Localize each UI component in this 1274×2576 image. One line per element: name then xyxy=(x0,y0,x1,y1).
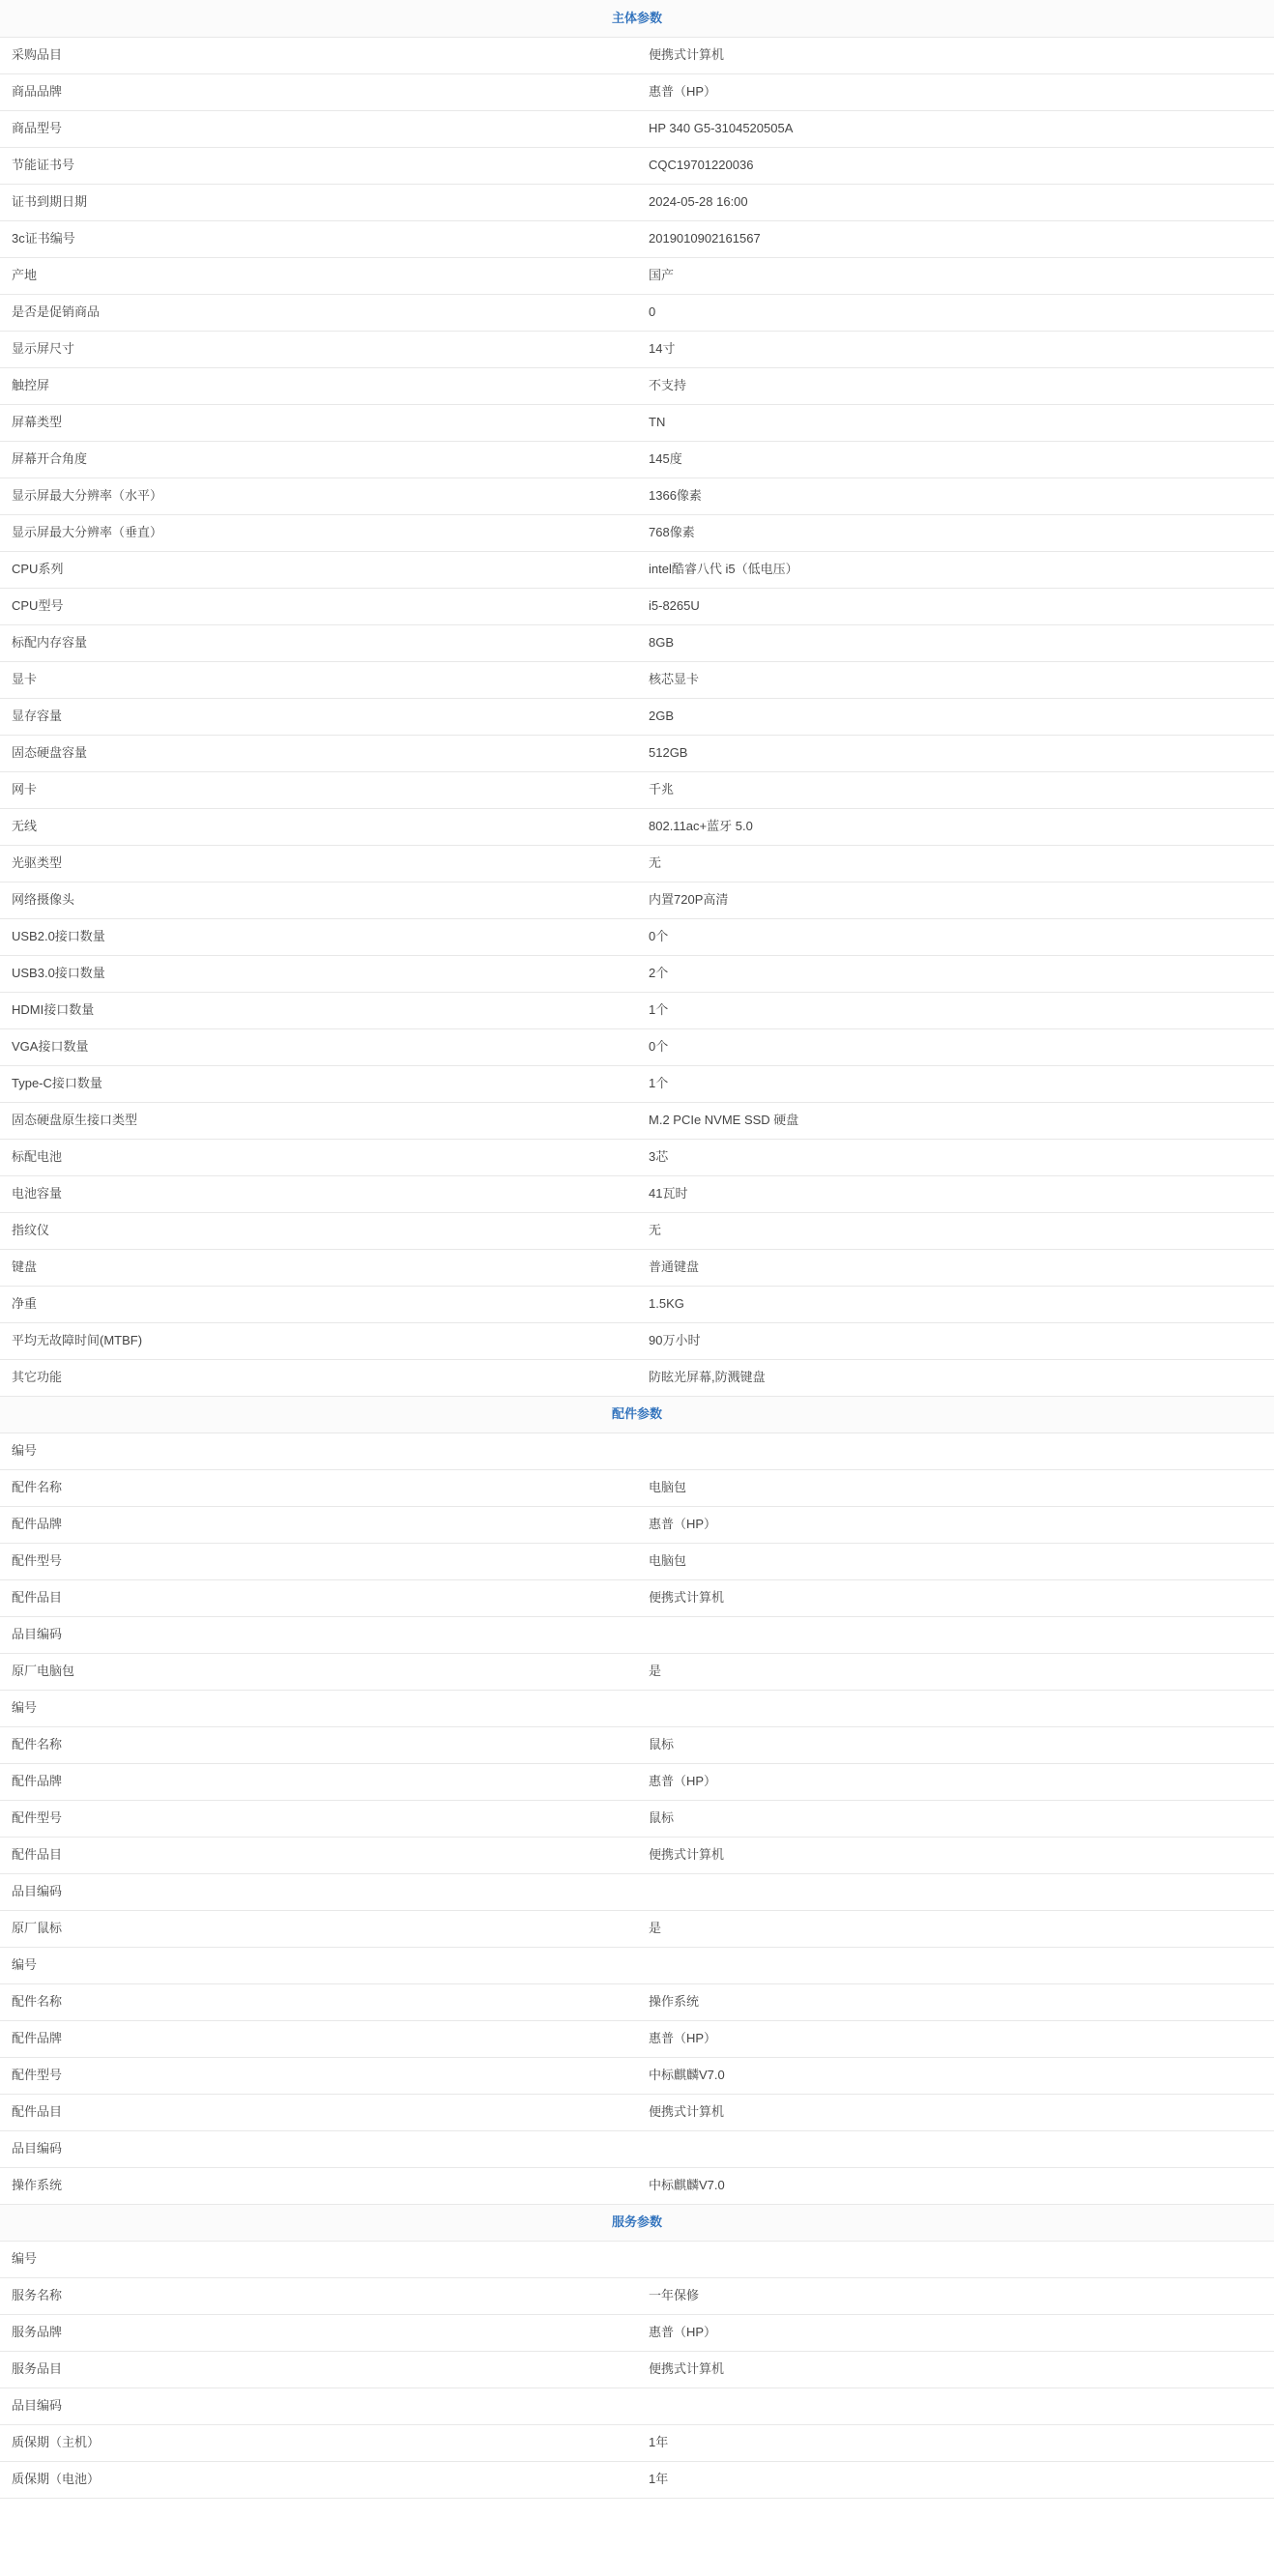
spec-label: 配件名称 xyxy=(0,1983,637,2020)
table-row xyxy=(0,73,1274,110)
spec-label: 服务品牌 xyxy=(0,2314,637,2351)
section-header-accessory-params xyxy=(0,1396,1274,1433)
table-row xyxy=(0,441,1274,478)
table-row xyxy=(0,110,1274,147)
spec-label: 显示屏最大分辨率（垂直） xyxy=(0,514,637,551)
table-row xyxy=(0,2277,1274,2314)
spec-value: 惠普（HP） xyxy=(637,2020,1274,2057)
spec-value: 防眩光屏幕,防溅键盘 xyxy=(637,1359,1274,1396)
spec-label: 服务品目 xyxy=(0,2351,637,2388)
spec-value: 1个 xyxy=(637,992,1274,1028)
spec-label: 编号 xyxy=(0,1690,637,1726)
spec-label: USB2.0接口数量 xyxy=(0,918,637,955)
spec-label: 触控屏 xyxy=(0,367,637,404)
table-row xyxy=(0,331,1274,367)
table-row xyxy=(0,1800,1274,1837)
table-row xyxy=(0,2314,1274,2351)
table-row xyxy=(0,1175,1274,1212)
table-row xyxy=(0,2461,1274,2498)
spec-label: 网卡 xyxy=(0,771,637,808)
spec-value: 中标麒麟V7.0 xyxy=(637,2167,1274,2204)
spec-label: Type-C接口数量 xyxy=(0,1065,637,1102)
spec-label: 平均无故障时间(MTBF) xyxy=(0,1322,637,1359)
spec-label: 采购品目 xyxy=(0,37,637,73)
spec-label: USB3.0接口数量 xyxy=(0,955,637,992)
spec-value: 768像素 xyxy=(637,514,1274,551)
spec-label: 配件品牌 xyxy=(0,1506,637,1543)
spec-label: 电池容量 xyxy=(0,1175,637,1212)
spec-value: 电脑包 xyxy=(637,1543,1274,1579)
spec-label: 服务名称 xyxy=(0,2277,637,2314)
table-row xyxy=(0,918,1274,955)
spec-value: 14寸 xyxy=(637,331,1274,367)
spec-label: 固态硬盘容量 xyxy=(0,735,637,771)
spec-value: 无 xyxy=(637,845,1274,882)
table-row xyxy=(0,882,1274,918)
table-row xyxy=(0,367,1274,404)
spec-label: 显存容量 xyxy=(0,698,637,735)
table-row xyxy=(0,735,1274,771)
spec-value xyxy=(637,1433,1274,1469)
spec-label: 光驱类型 xyxy=(0,845,637,882)
spec-value: 0 xyxy=(637,294,1274,331)
spec-label: 配件型号 xyxy=(0,1543,637,1579)
spec-label: 屏幕开合角度 xyxy=(0,441,637,478)
spec-value: 便携式计算机 xyxy=(637,1579,1274,1616)
spec-label: 键盘 xyxy=(0,1249,637,1286)
table-row xyxy=(0,404,1274,441)
table-row xyxy=(0,294,1274,331)
table-row xyxy=(0,2167,1274,2204)
spec-label: 指纹仪 xyxy=(0,1212,637,1249)
table-row xyxy=(0,1763,1274,1800)
spec-label: 显示屏最大分辨率（水平） xyxy=(0,478,637,514)
table-row xyxy=(0,661,1274,698)
table-row xyxy=(0,1065,1274,1102)
section-header-service-params xyxy=(0,2204,1274,2241)
table-row xyxy=(0,1579,1274,1616)
spec-label: 显卡 xyxy=(0,661,637,698)
table-row xyxy=(0,1249,1274,1286)
spec-label: 配件品目 xyxy=(0,1837,637,1873)
spec-label: 网络摄像头 xyxy=(0,882,637,918)
spec-value: 是 xyxy=(637,1910,1274,1947)
table-row xyxy=(0,624,1274,661)
table-row xyxy=(0,2020,1274,2057)
spec-value: 1年 xyxy=(637,2424,1274,2461)
table-row xyxy=(0,2351,1274,2388)
spec-value: 便携式计算机 xyxy=(637,37,1274,73)
table-row xyxy=(0,2130,1274,2167)
table-row xyxy=(0,147,1274,184)
spec-label: CPU型号 xyxy=(0,588,637,624)
spec-label: 显示屏尺寸 xyxy=(0,331,637,367)
table-row xyxy=(0,1543,1274,1579)
spec-label: 证书到期日期 xyxy=(0,184,637,220)
table-row xyxy=(0,1726,1274,1763)
table-row xyxy=(0,1469,1274,1506)
spec-value: 便携式计算机 xyxy=(637,2351,1274,2388)
spec-label: 原厂电脑包 xyxy=(0,1653,637,1690)
spec-label: 其它功能 xyxy=(0,1359,637,1396)
spec-value: 0个 xyxy=(637,918,1274,955)
spec-label: VGA接口数量 xyxy=(0,1028,637,1065)
spec-value: 2024-05-28 16:00 xyxy=(637,184,1274,220)
spec-value xyxy=(637,2241,1274,2277)
table-row xyxy=(0,1102,1274,1139)
table-row xyxy=(0,1506,1274,1543)
spec-value: 802.11ac+蓝牙 5.0 xyxy=(637,808,1274,845)
spec-value: 鼠标 xyxy=(637,1726,1274,1763)
spec-value: 内置720P高清 xyxy=(637,882,1274,918)
spec-label: 编号 xyxy=(0,1433,637,1469)
spec-label: 标配电池 xyxy=(0,1139,637,1175)
table-row xyxy=(0,1139,1274,1175)
spec-label: 配件名称 xyxy=(0,1469,637,1506)
table-row xyxy=(0,220,1274,257)
spec-label: 质保期（主机） xyxy=(0,2424,637,2461)
spec-value: 中标麒麟V7.0 xyxy=(637,2057,1274,2094)
spec-label: 屏幕类型 xyxy=(0,404,637,441)
table-row xyxy=(0,1433,1274,1469)
spec-value: 是 xyxy=(637,1653,1274,1690)
spec-label: 固态硬盘原生接口类型 xyxy=(0,1102,637,1139)
spec-value: 90万小时 xyxy=(637,1322,1274,1359)
spec-value: 8GB xyxy=(637,624,1274,661)
spec-label: 配件名称 xyxy=(0,1726,637,1763)
spec-label: 无线 xyxy=(0,808,637,845)
spec-label: 商品型号 xyxy=(0,110,637,147)
spec-value: 便携式计算机 xyxy=(637,2094,1274,2130)
spec-value: 2个 xyxy=(637,955,1274,992)
spec-value: i5-8265U xyxy=(637,588,1274,624)
table-row xyxy=(0,1910,1274,1947)
spec-label: 配件型号 xyxy=(0,1800,637,1837)
spec-value: 便携式计算机 xyxy=(637,1837,1274,1873)
spec-value: 512GB xyxy=(637,735,1274,771)
section-header-main-params xyxy=(0,0,1274,37)
spec-label: 净重 xyxy=(0,1286,637,1322)
section-title: 配件参数 xyxy=(0,1396,1274,1433)
spec-label: 节能证书号 xyxy=(0,147,637,184)
table-row xyxy=(0,478,1274,514)
table-row xyxy=(0,845,1274,882)
table-row xyxy=(0,771,1274,808)
table-row xyxy=(0,257,1274,294)
spec-label: 质保期（电池） xyxy=(0,2461,637,2498)
spec-label: 配件品牌 xyxy=(0,2020,637,2057)
table-row xyxy=(0,1322,1274,1359)
section-title: 服务参数 xyxy=(0,2204,1274,2241)
table-row xyxy=(0,184,1274,220)
spec-value: 41瓦时 xyxy=(637,1175,1274,1212)
spec-value xyxy=(637,1690,1274,1726)
spec-value: 电脑包 xyxy=(637,1469,1274,1506)
spec-value: 2GB xyxy=(637,698,1274,735)
table-row xyxy=(0,1837,1274,1873)
spec-value: 国产 xyxy=(637,257,1274,294)
spec-value: 一年保修 xyxy=(637,2277,1274,2314)
spec-label: 是否是促销商品 xyxy=(0,294,637,331)
table-row xyxy=(0,1653,1274,1690)
spec-label: 配件品牌 xyxy=(0,1763,637,1800)
spec-label: 编号 xyxy=(0,1947,637,1983)
table-row xyxy=(0,1359,1274,1396)
section-title: 主体参数 xyxy=(0,0,1274,37)
spec-value: 核芯显卡 xyxy=(637,661,1274,698)
spec-value: 0个 xyxy=(637,1028,1274,1065)
spec-value: intel酷睿八代 i5（低电压） xyxy=(637,551,1274,588)
table-row xyxy=(0,955,1274,992)
spec-value xyxy=(637,1947,1274,1983)
table-row xyxy=(0,551,1274,588)
table-row xyxy=(0,37,1274,73)
spec-value: 1年 xyxy=(637,2461,1274,2498)
spec-value xyxy=(637,1616,1274,1653)
spec-label: 产地 xyxy=(0,257,637,294)
spec-value: 操作系统 xyxy=(637,1983,1274,2020)
spec-value: 2019010902161567 xyxy=(637,220,1274,257)
spec-value: CQC19701220036 xyxy=(637,147,1274,184)
spec-value: HP 340 G5-3104520505A xyxy=(637,110,1274,147)
table-row xyxy=(0,2241,1274,2277)
spec-value: 惠普（HP） xyxy=(637,2314,1274,2351)
spec-value: TN xyxy=(637,404,1274,441)
table-row xyxy=(0,1286,1274,1322)
spec-label: 配件品目 xyxy=(0,1579,637,1616)
spec-value: 1366像素 xyxy=(637,478,1274,514)
table-row xyxy=(0,1212,1274,1249)
spec-label: 配件品目 xyxy=(0,2094,637,2130)
table-row xyxy=(0,2388,1274,2424)
spec-value: 普通键盘 xyxy=(637,1249,1274,1286)
spec-label: HDMI接口数量 xyxy=(0,992,637,1028)
table-row xyxy=(0,1028,1274,1065)
spec-value: 鼠标 xyxy=(637,1800,1274,1837)
table-row xyxy=(0,1690,1274,1726)
spec-value: 惠普（HP） xyxy=(637,1506,1274,1543)
spec-label: 3c证书编号 xyxy=(0,220,637,257)
spec-label: 原厂鼠标 xyxy=(0,1910,637,1947)
spec-value: 千兆 xyxy=(637,771,1274,808)
spec-value: M.2 PCIe NVME SSD 硬盘 xyxy=(637,1102,1274,1139)
spec-label: 标配内存容量 xyxy=(0,624,637,661)
spec-label: 操作系统 xyxy=(0,2167,637,2204)
spec-label: 配件型号 xyxy=(0,2057,637,2094)
spec-value: 3芯 xyxy=(637,1139,1274,1175)
spec-value: 145度 xyxy=(637,441,1274,478)
spec-value: 1个 xyxy=(637,1065,1274,1102)
table-row xyxy=(0,1873,1274,1910)
spec-value xyxy=(637,2388,1274,2424)
spec-label: 编号 xyxy=(0,2241,637,2277)
table-row xyxy=(0,1947,1274,1983)
spec-value: 惠普（HP） xyxy=(637,1763,1274,1800)
spec-label: 品目编码 xyxy=(0,1873,637,1910)
spec-value: 1.5KG xyxy=(637,1286,1274,1322)
spec-value xyxy=(637,2130,1274,2167)
spec-label: CPU系列 xyxy=(0,551,637,588)
spec-value: 惠普（HP） xyxy=(637,73,1274,110)
spec-value: 无 xyxy=(637,1212,1274,1249)
spec-label: 品目编码 xyxy=(0,1616,637,1653)
table-row xyxy=(0,1983,1274,2020)
table-row xyxy=(0,2094,1274,2130)
spec-value xyxy=(637,1873,1274,1910)
spec-value: 不支持 xyxy=(637,367,1274,404)
table-row xyxy=(0,2057,1274,2094)
table-row xyxy=(0,698,1274,735)
spec-label: 品目编码 xyxy=(0,2388,637,2424)
table-row xyxy=(0,2424,1274,2461)
table-row xyxy=(0,588,1274,624)
spec-label: 商品品牌 xyxy=(0,73,637,110)
table-row xyxy=(0,808,1274,845)
spec-label: 品目编码 xyxy=(0,2130,637,2167)
table-row xyxy=(0,514,1274,551)
table-row xyxy=(0,992,1274,1028)
table-row xyxy=(0,1616,1274,1653)
